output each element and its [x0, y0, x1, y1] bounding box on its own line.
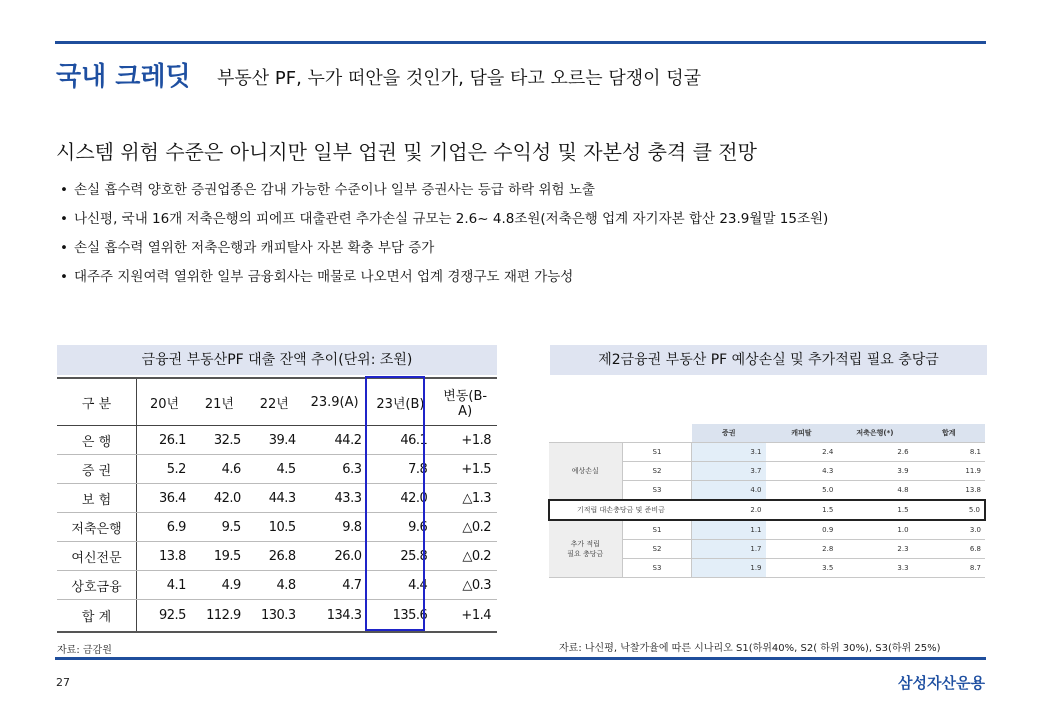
column-header: [549, 424, 622, 443]
pf-balance-table: [57, 377, 497, 633]
table-cell: 2.4: [766, 443, 838, 462]
headline: 시스템 위험 수준은 아니지만 일부 업권 및 기업은 수익성 및 자본성 충격 클 전망: [56, 140, 757, 164]
table-cell: 2.8: [766, 540, 838, 559]
table-cell: 3.5: [766, 559, 838, 578]
table-cell: 26.0: [302, 542, 368, 571]
table-cell: 9.8: [302, 513, 368, 542]
table-cell: 4.3: [766, 462, 838, 481]
table-cell: 4.9: [192, 571, 247, 600]
table-cell: 4.1: [137, 571, 192, 600]
table-row: [57, 571, 497, 600]
table-cell: 6.8: [913, 540, 985, 559]
bullet-item: • 손실 흡수력 열위한 저축은행과 캐피탈사 자본 확충 부담 증가: [60, 236, 828, 265]
table-cell: 19.5: [192, 542, 247, 571]
table-cell: 1.0: [837, 520, 912, 540]
table-cell: △0.3: [433, 571, 497, 600]
scenario-label: S1: [622, 520, 692, 540]
column-header: 20년: [137, 378, 192, 426]
table-cell: +1.5: [433, 455, 497, 484]
group-label-line: 추가 적립: [570, 540, 600, 548]
table-cell: 4.7: [302, 571, 368, 600]
table-cell: △0.2: [433, 513, 497, 542]
table-cell: 6.3: [302, 455, 368, 484]
table-row: [57, 426, 497, 455]
table-cell: 4.5: [247, 455, 302, 484]
table-cell: 26.1: [137, 426, 192, 455]
table-cell: 0.9: [766, 520, 838, 540]
table-cell: 5.0: [766, 481, 838, 501]
table-cell: 11.9: [913, 462, 985, 481]
table-cell: 32.5: [192, 426, 247, 455]
table-row: [57, 455, 497, 484]
table-cell: 112.9: [192, 600, 247, 633]
scenario-label: S1: [622, 443, 692, 462]
scenario-label: S2: [622, 540, 692, 559]
table-cell: 6.9: [137, 513, 192, 542]
column-header: 합계: [913, 424, 985, 443]
column-header: 구 분: [57, 378, 137, 426]
row-label: 은 행: [57, 426, 137, 455]
table-cell: 2.6: [837, 443, 912, 462]
table-cell: 26.8: [247, 542, 302, 571]
table-cell: 4.4: [367, 571, 433, 600]
reserve-label: 기적립 대손충당금 및 준비금: [549, 500, 692, 520]
table-cell: +1.8: [433, 426, 497, 455]
table-header-row: [549, 424, 985, 443]
table-cell: 92.5: [137, 600, 192, 633]
column-header: 저축은행(*): [837, 424, 912, 443]
bullet-item: • 대주주 지원여력 열위한 일부 금융회사는 매물로 나오면서 업계 경쟁구도 재편 가능성: [60, 265, 828, 294]
table-cell: 2.0: [692, 500, 766, 520]
column-header: 23.9(A): [302, 378, 368, 426]
table-cell: 5.0: [913, 500, 985, 520]
scenario-label: S3: [622, 481, 692, 501]
bullet-item: • 손실 흡수력 양호한 증권업종은 감내 가능한 수준이나 일부 증권사는 등급 하락 위험 노출: [60, 178, 828, 207]
page-subtitle: 부동산 PF, 누가 떠안을 것인가, 담을 타고 오르는 담쟁이 덩굴: [217, 68, 702, 89]
reserve-row: [549, 500, 985, 520]
table-cell: △0.2: [433, 542, 497, 571]
table-row: [57, 542, 497, 571]
bottom-rule: [55, 657, 986, 660]
table-cell: 3.3: [837, 559, 912, 578]
table-cell: 43.3: [302, 484, 368, 513]
table-cell: 4.0: [692, 481, 766, 501]
table-row: [549, 443, 985, 462]
table-cell: 9.6: [367, 513, 433, 542]
column-header: 21년: [192, 378, 247, 426]
table-cell: 9.5: [192, 513, 247, 542]
group-label-line: 필요 충당금: [567, 550, 604, 558]
table-cell: 42.0: [367, 484, 433, 513]
table-cell: 39.4: [247, 426, 302, 455]
table-cell: 1.1: [692, 520, 766, 540]
scenario-label: S2: [622, 462, 692, 481]
row-label: 여신전문: [57, 542, 137, 571]
brand-logo-text: 삼성자산운용: [898, 674, 985, 692]
table-cell: 1.5: [766, 500, 838, 520]
table-cell: 10.5: [247, 513, 302, 542]
group-label: 예상손실: [549, 443, 622, 501]
table-row: [57, 484, 497, 513]
table-cell: 135.6: [367, 600, 433, 633]
table-cell: 3.7: [692, 462, 766, 481]
column-header: [622, 424, 692, 443]
table-cell: 44.3: [247, 484, 302, 513]
table-cell: 25.8: [367, 542, 433, 571]
top-rule: [55, 41, 986, 44]
scenario-label: S3: [622, 559, 692, 578]
row-label: 저축은행: [57, 513, 137, 542]
table-total-row: [57, 600, 497, 633]
table-cell: 130.3: [247, 600, 302, 633]
table-cell: 3.9: [837, 462, 912, 481]
column-header: 22년: [247, 378, 302, 426]
left-table-source: 자료: 금감원: [57, 645, 112, 656]
right-table-caption: 제2금융권 부동산 PF 예상손실 및 추가적립 필요 충당금: [550, 345, 987, 375]
row-label: 증 권: [57, 455, 137, 484]
page-title: 국내 크레딧: [56, 62, 191, 92]
table-header-row: [57, 378, 497, 426]
group-label: [549, 520, 622, 578]
table-cell: 5.2: [137, 455, 192, 484]
table-cell: 36.4: [137, 484, 192, 513]
page-number: 27: [56, 676, 70, 689]
table-cell: 13.8: [137, 542, 192, 571]
row-label: 보 험: [57, 484, 137, 513]
table-cell: 4.8: [837, 481, 912, 501]
table-cell: △1.3: [433, 484, 497, 513]
left-table-caption: 금융권 부동산PF 대출 잔액 추이(단위: 조원): [57, 345, 497, 375]
bullet-item: • 나신평, 국내 16개 저축은행의 피에프 대출관련 추가손실 규모는 2.6~ 4.8조원(저축은행 업계 자기자본 합산 23.9월말 15조원): [60, 207, 828, 236]
bullet-list: [60, 178, 828, 294]
table-row: [57, 513, 497, 542]
table-cell: 1.5: [837, 500, 912, 520]
table-cell: 4.6: [192, 455, 247, 484]
table-cell: 2.3: [837, 540, 912, 559]
right-table-source: 자료: 나신평, 낙찰가율에 따른 시나리오 S1(하위40%, S2( 하위 30%), S3(하위 25%): [559, 643, 941, 654]
table-cell: 4.8: [247, 571, 302, 600]
column-header: 캐피탈: [766, 424, 838, 443]
table-cell: 3.1: [692, 443, 766, 462]
pf-loss-table: [548, 424, 986, 578]
table-cell: 1.9: [692, 559, 766, 578]
table-cell: 42.0: [192, 484, 247, 513]
table-cell: 46.1: [367, 426, 433, 455]
table-cell: 8.1: [913, 443, 985, 462]
table-cell: 13.8: [913, 481, 985, 501]
table-cell: 1.7: [692, 540, 766, 559]
column-header: 23년(B): [367, 378, 433, 426]
table-cell: +1.4: [433, 600, 497, 633]
table-row: [549, 520, 985, 540]
row-label: 합 계: [57, 600, 137, 633]
table-cell: 8.7: [913, 559, 985, 578]
table-cell: 3.0: [913, 520, 985, 540]
table-cell: 7.8: [367, 455, 433, 484]
column-header: 변동(B-A): [433, 378, 497, 426]
column-header: 증권: [692, 424, 766, 443]
table-cell: 134.3: [302, 600, 368, 633]
row-label: 상호금융: [57, 571, 137, 600]
table-cell: 44.2: [302, 426, 368, 455]
